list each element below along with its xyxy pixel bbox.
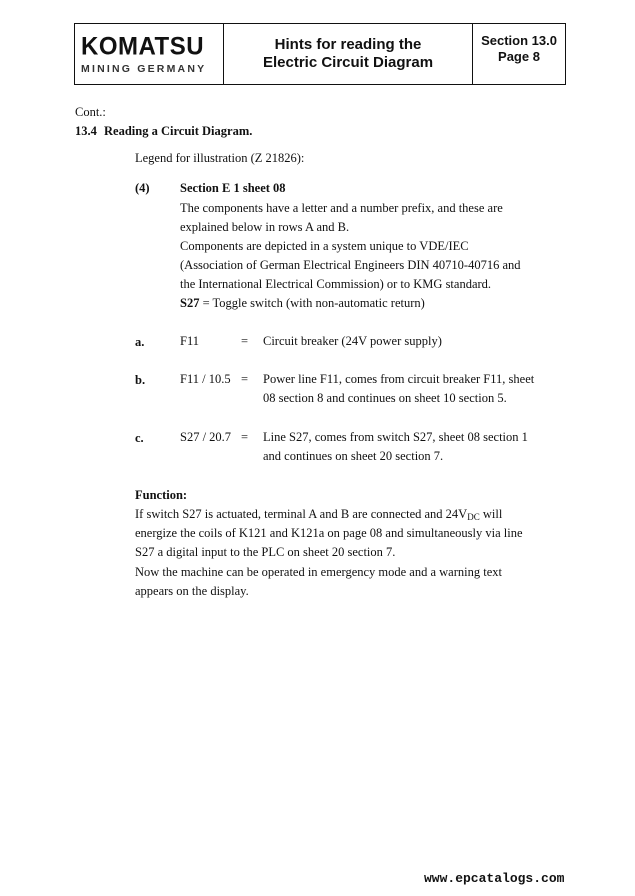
row-b-text: Power line F11, comes from circuit breaker F11, sheet — [263, 372, 535, 386]
function-title: Function: — [135, 488, 188, 502]
legend-text: Legend for illustration (Z 21826): — [135, 151, 305, 165]
footer-watermark: www.epcatalogs.com — [424, 871, 565, 886]
row-c-text: Line S27, comes from switch S27, sheet 08 section 1 — [263, 430, 528, 444]
row-b-label: b. — [135, 373, 146, 387]
dc-subscript: DC — [467, 512, 480, 522]
row-c-code: S27 / 20.7 — [180, 430, 232, 444]
title-line-2: Electric Circuit Diagram — [262, 54, 434, 71]
row-b-text: 08 section 8 and continues on sheet 10 section 5. — [263, 391, 507, 405]
item-4-line: Components are depicted in a system unique to VDE/IEC — [180, 239, 469, 253]
page-header — [74, 23, 566, 85]
logo-subtitle: MINING GERMANY — [81, 63, 207, 75]
row-c-label: c. — [135, 431, 144, 445]
item-4-label: (4) — [135, 181, 150, 195]
row-a-text: Circuit breaker (24V power supply) — [263, 334, 442, 348]
page-number: Page 8 — [498, 49, 540, 64]
item-4-title: Section E 1 sheet 08 — [180, 181, 286, 195]
row-c-text: and continues on sheet 20 section 7. — [263, 449, 444, 463]
title-line-1: Hints for reading the — [274, 36, 422, 53]
row-c-equals: = — [241, 430, 249, 444]
logo-wordmark: KOMATSU — [81, 32, 205, 61]
cont-label: Cont.: — [75, 105, 106, 119]
header-section — [473, 24, 565, 84]
item-4-line: The components have a letter and a number prefix, and these are — [180, 201, 503, 215]
function-line: appears on the display. — [135, 584, 249, 598]
header-title — [224, 24, 473, 84]
komatsu-logo — [75, 24, 224, 84]
s27-code: S27 — [180, 296, 200, 310]
row-a-equals: = — [241, 334, 249, 348]
row-b-equals: = — [241, 372, 249, 386]
row-a-code: F11 — [180, 334, 199, 348]
s27-text: = Toggle switch (with non-automatic return) — [199, 296, 425, 310]
function-text: will — [479, 507, 503, 521]
item-4-line: the International Electrical Commission) or to KMG standard. — [180, 277, 492, 291]
item-4-line: (Association of German Electrical Engineers DIN 40710-40716 and — [180, 258, 521, 272]
section-heading-number: 13.4 — [75, 124, 97, 138]
function-line: S27 a digital input to the PLC on sheet 20 section 7. — [135, 545, 396, 559]
s27-definition — [180, 296, 425, 311]
function-line: Now the machine can be operated in emergency mode and a warning text — [135, 565, 502, 579]
section-number: Section 13.0 — [481, 33, 557, 48]
row-a-label: a. — [135, 335, 145, 349]
row-b-code: F11 / 10.5 — [180, 372, 231, 386]
function-line — [135, 507, 502, 525]
section-heading: Reading a Circuit Diagram. — [104, 124, 253, 138]
item-4-line: explained below in rows A and B. — [180, 220, 350, 234]
function-line: energize the coils of K121 and K121a on page 08 and simultaneously via line — [135, 526, 523, 540]
function-text: If switch S27 is actuated, terminal A and B are connected and 24V — [135, 507, 468, 521]
